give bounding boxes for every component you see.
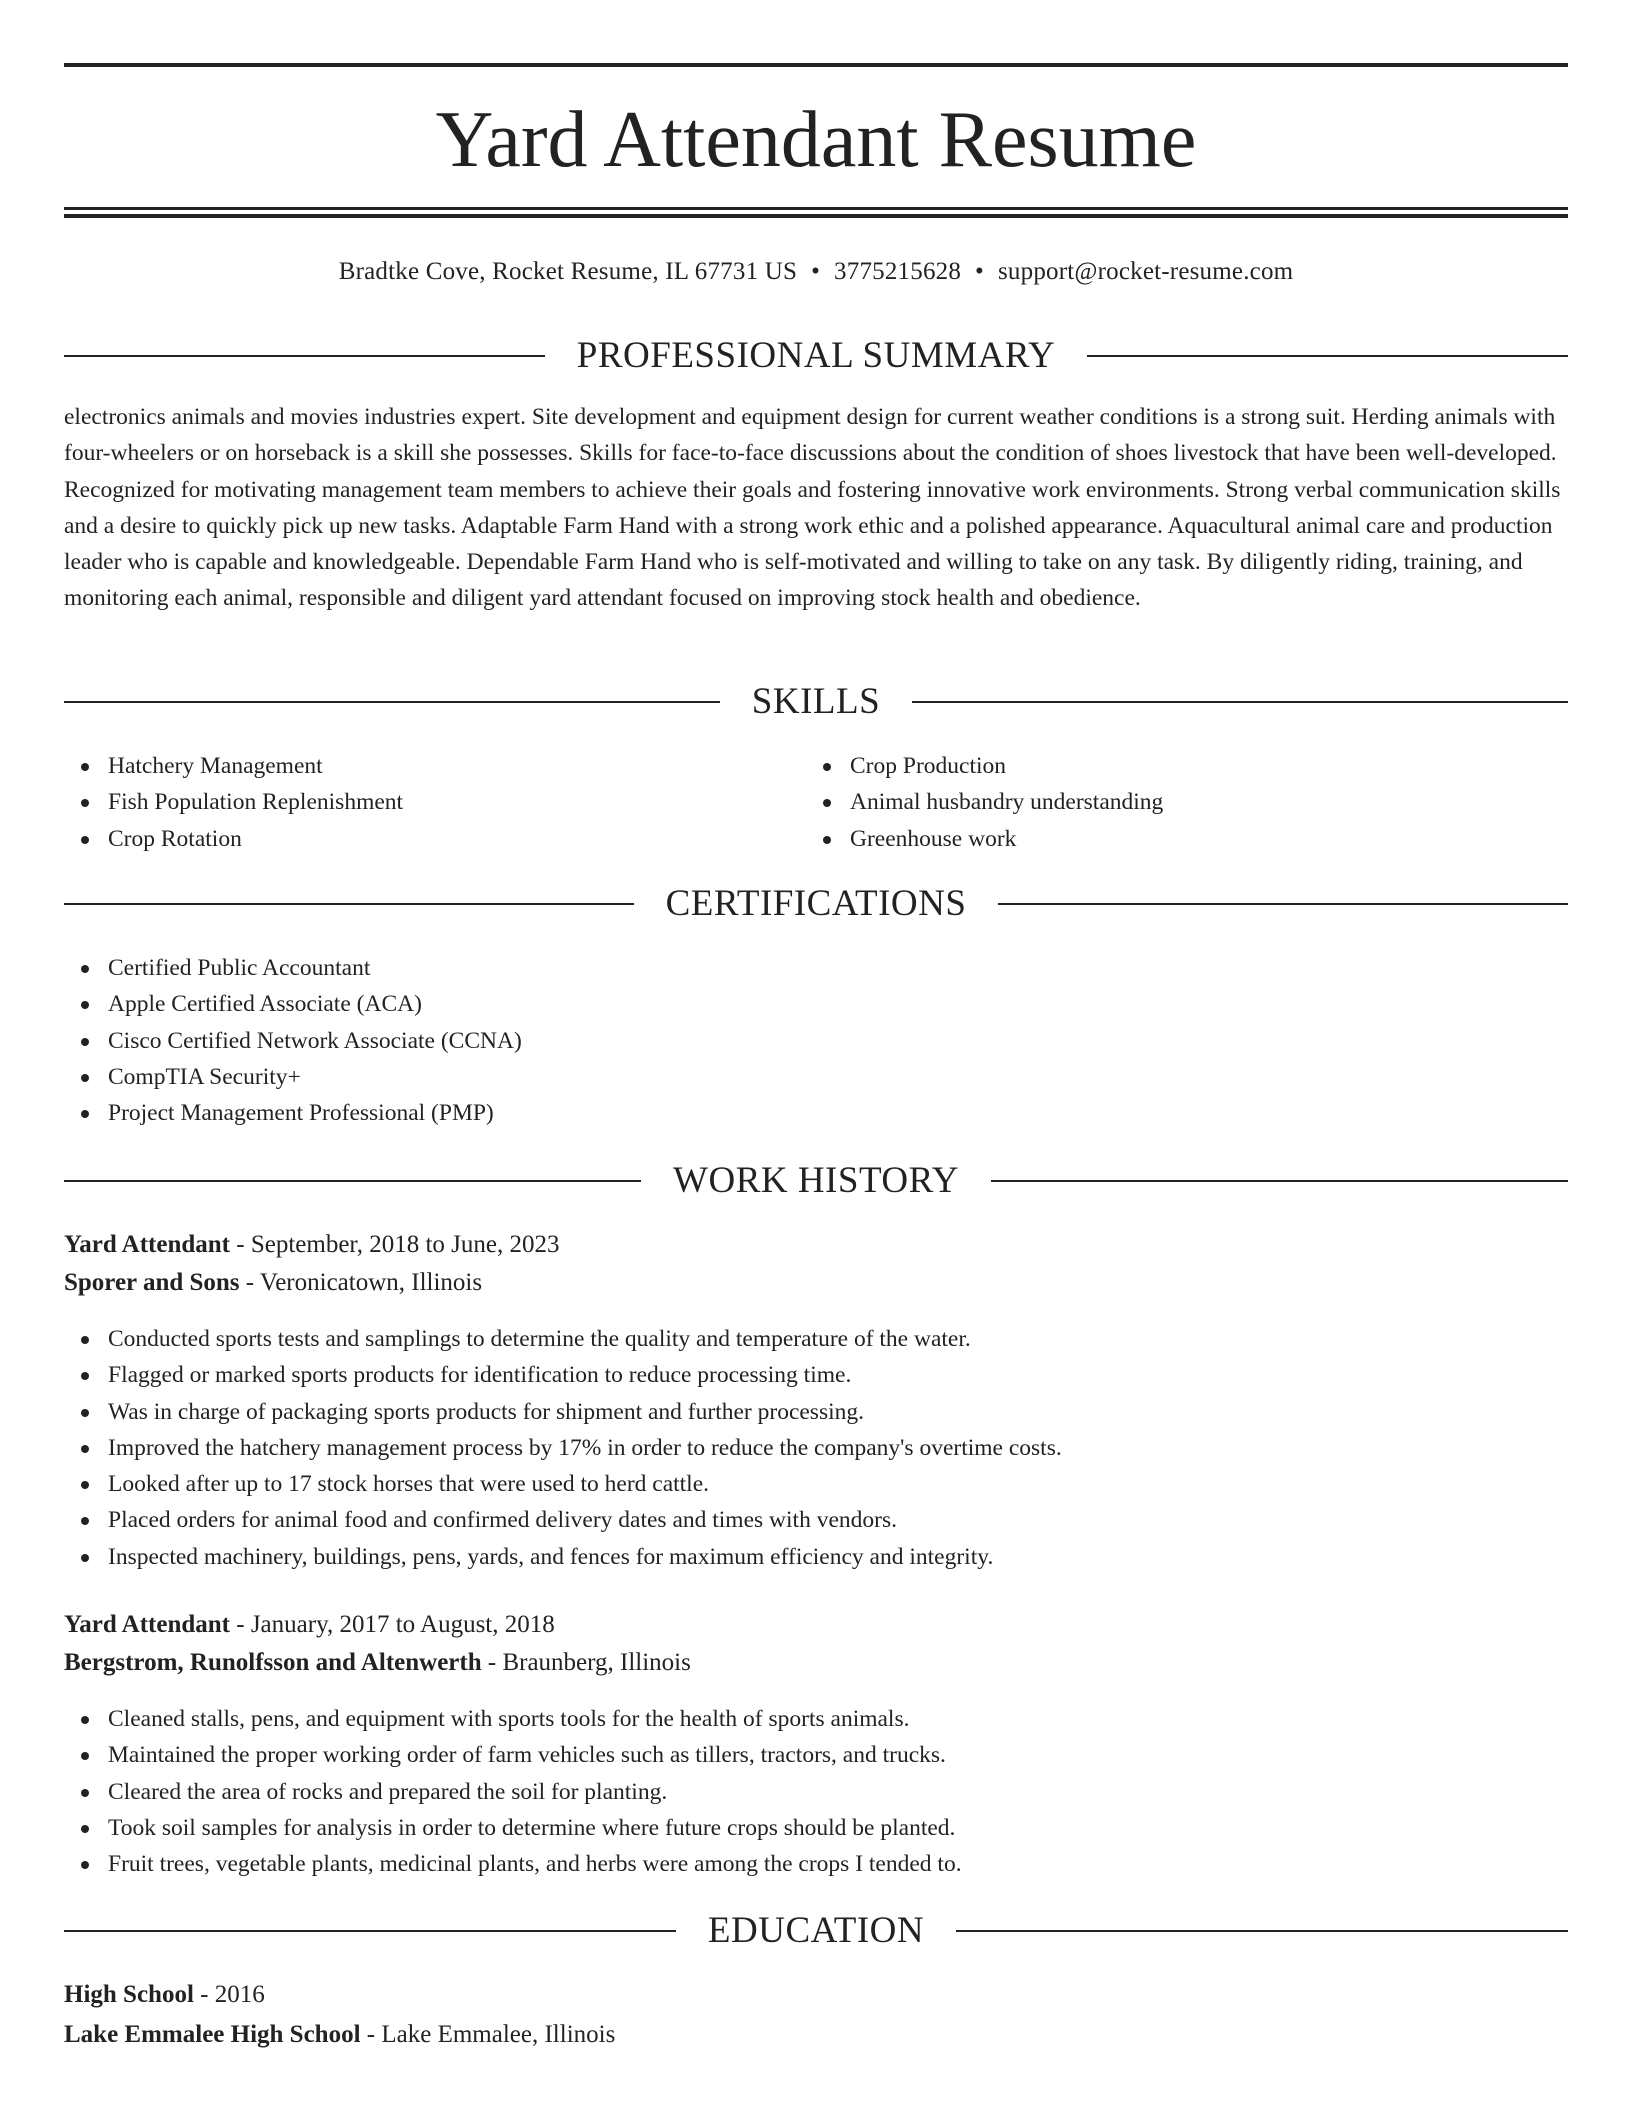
skill-item: Crop Production [806,748,1163,784]
heading-rule-right [998,903,1568,905]
job-bullet: Looked after up to 17 stock horses that were used to herd cattle. [64,1466,1062,1502]
job-title-line [64,1228,560,1262]
education-year: - 2016 [193,1981,265,2008]
job-company: Bergstrom, Runolfsson and Altenwerth [64,1649,482,1676]
job-bullet: Cleared the area of rocks and prepared the soil for planting. [64,1774,962,1810]
heading-rule-left [64,355,545,357]
heading-label: PROFESSIONAL SUMMARY [576,335,1056,376]
contact-separator: • [811,258,821,285]
job-location: - Veronicatown, Illinois [239,1269,483,1296]
certification-item: Project Management Professional (PMP) [64,1095,522,1131]
job-title: Yard Attendant [64,1611,230,1638]
section-heading-certifications [64,881,1568,927]
skill-item: Hatchery Management [64,748,403,784]
job-dates: - January, 2017 to August, 2018 [230,1611,555,1638]
resume-title: Yard Attendant Resume [435,96,1197,184]
job-company: Sporer and Sons [64,1269,240,1296]
contact-separator: • [975,258,984,285]
contact-phone: 3775215628 [834,258,962,285]
title-bottom-rule-1 [64,207,1568,210]
job-location: - Braunberg, Illinois [481,1649,691,1676]
job-title-line [64,1608,555,1642]
skills-list-left [64,748,403,857]
title-top-rule [64,63,1568,67]
certifications-list [64,950,522,1131]
certification-item: Apple Certified Associate (ACA) [64,986,522,1022]
skill-item: Fish Population Replenishment [64,784,403,820]
skill-item: Crop Rotation [64,821,403,857]
contact-email: support@rocket-resume.com [998,258,1294,285]
job-bullet: Conducted sports tests and samplings to determine the quality and temperature of the water. [64,1321,1062,1357]
job-bullet: Took soil samples for analysis in order to determine where future crops should be planted. [64,1810,962,1846]
heading-rule-left [64,701,720,703]
section-heading-education [64,1908,1568,1954]
heading-label: EDUCATION [707,1910,925,1951]
job-bullet: Placed orders for animal food and confirmed delivery dates and times with vendors. [64,1502,1062,1538]
job-bullets [64,1701,962,1882]
skill-item: Animal husbandry understanding [806,784,1163,820]
job-bullet: Flagged or marked sports products for identification to reduce processing time. [64,1357,1062,1393]
job-title: Yard Attendant [64,1231,230,1258]
heading-rule-right [956,1930,1568,1932]
heading-label: SKILLS [751,681,881,722]
heading-rule-right [1087,355,1568,357]
job-bullet: Improved the hatchery management process by 17% in order to reduce the company's overtime costs. [64,1430,1062,1466]
job-bullets [64,1321,1062,1575]
education-degree: High School [64,1981,194,2008]
heading-rule-left [64,1930,676,1932]
certification-item: Certified Public Accountant [64,950,522,986]
job-bullet: Was in charge of packaging sports products for shipment and further processing. [64,1394,1062,1430]
contact-address: Bradtke Cove, Rocket Resume, IL 67731 US [338,258,798,285]
job-bullet: Fruit trees, vegetable plants, medicinal plants, and herbs were among the crops I tended to. [64,1846,962,1882]
section-heading-skills [64,679,1568,725]
title-bottom-rule-2 [64,214,1568,218]
job-company-line [64,1646,691,1680]
heading-rule-right [991,1180,1568,1182]
skills-list-right [806,748,1163,857]
heading-label: WORK HISTORY [673,1160,959,1201]
certification-item: CompTIA Security+ [64,1059,522,1095]
job-bullet: Cleaned stalls, pens, and equipment with sports tools for the health of sports animals. [64,1701,962,1737]
heading-rule-right [912,701,1568,703]
section-heading-summary [64,333,1568,379]
heading-rule-left [64,903,634,905]
education-location: - Lake Emmalee, Illinois [360,2021,616,2048]
education-school: Lake Emmalee High School [64,2021,361,2048]
section-heading-work-history [64,1158,1568,1204]
summary-text: electronics animals and movies industries expert. Site development and equipment design for current weather conditions is a strong suit. Herding animals with four-wheelers or on horseback is a skill she possesses. Skills for face-to-face discussions about the condition of shoes livestock that have been well-developed. Recognized for motivating management team members to achieve their goals and fostering innovative work environments. Strong verbal communication skills and a desire to quickly pick up new tasks. Adaptable Farm Hand with a strong work ethic and a polished appearance. Aquacultural animal care and production leader who is capable and knowledgeable. Dependable Farm Hand who is self-motivated and willing to take on any task. By diligently riding, training, and monitoring each animal, responsible and diligent yard attendant focused on improving stock health and obedience. [64,404,1561,612]
job-bullet: Maintained the proper working order of farm vehicles such as tillers, tractors, and trucks. [64,1737,962,1773]
education-school-line [64,2018,615,2052]
certification-item: Cisco Certified Network Associate (CCNA) [64,1023,522,1059]
heading-rule-left [64,1180,641,1182]
skill-item: Greenhouse work [806,821,1163,857]
contact-line [64,255,1568,289]
job-dates: - September, 2018 to June, 2023 [230,1231,560,1258]
job-company-line [64,1266,482,1300]
heading-label: CERTIFICATIONS [665,883,967,924]
education-degree-line [64,1978,265,2012]
job-bullet: Inspected machinery, buildings, pens, yards, and fences for maximum efficiency and integrity. [64,1539,1062,1575]
